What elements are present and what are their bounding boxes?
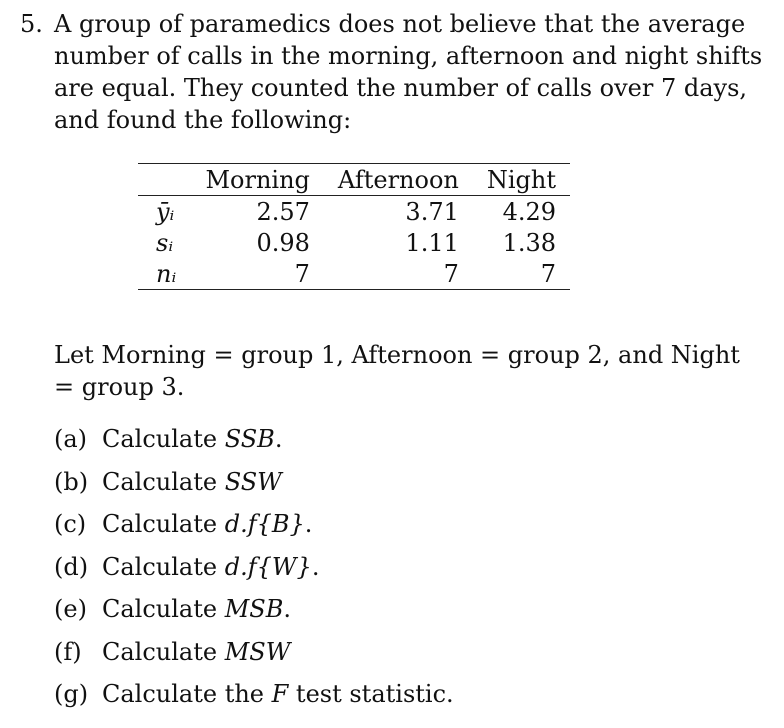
part-math: SSB (224, 425, 275, 453)
part-math: SSW (224, 467, 282, 496)
part-text: Calculate (102, 425, 225, 453)
row-label-sd: sᵢ (156, 228, 174, 257)
column-header-night: Night (486, 165, 556, 194)
group-definition (54, 339, 754, 403)
problem-line: A group of paramedics does not believe that the average (54, 10, 746, 38)
table-cell: 7 (540, 259, 556, 288)
part-text: Calculate (102, 552, 225, 581)
part-text: Calculate (102, 637, 225, 666)
problem-line: are equal. They counted the number of calls over 7 days, (54, 74, 748, 102)
part-label: (g) (54, 680, 89, 708)
group-definition-line: Let Morning = group 1, Afternoon = group 2, and Night (54, 341, 740, 369)
part-suffix: . (304, 510, 313, 538)
column-header-afternoon: Afternoon (337, 165, 459, 194)
part-math: d.f{B} (224, 510, 305, 538)
part-suffix: . (274, 425, 283, 453)
problem-number: 5. (20, 10, 43, 38)
table-row-sd (138, 227, 570, 258)
question-part-a (54, 423, 454, 466)
table-cell: 1.11 (405, 228, 459, 257)
part-label: (b) (54, 467, 89, 496)
row-label-mean: ȳᵢ (156, 197, 175, 226)
table-row-n (138, 258, 570, 290)
table-cell: 4.29 (502, 197, 556, 226)
table-cell: 2.57 (256, 197, 310, 226)
part-math: F (271, 680, 289, 708)
column-header-morning: Morning (205, 165, 310, 194)
table-cell: 7 (443, 259, 459, 288)
part-text: Calculate (102, 595, 225, 623)
table-stub-header (138, 164, 191, 196)
table-cell: 0.98 (256, 228, 310, 257)
part-suffix: . (283, 595, 292, 623)
part-math: d.f{W} (224, 552, 312, 581)
part-text: Calculate the (102, 680, 272, 708)
question-part-g (54, 678, 454, 721)
row-label-n: nᵢ (156, 259, 177, 288)
problem-statement (54, 8, 763, 136)
table-cell: 1.38 (502, 228, 556, 257)
part-text: Calculate (102, 467, 225, 496)
question-part-b (54, 466, 454, 509)
question-parts (54, 423, 454, 721)
part-math: MSW (224, 637, 291, 666)
part-label: (d) (54, 552, 89, 581)
table-cell: 3.71 (405, 197, 459, 226)
problem-line: and found the following: (54, 106, 352, 134)
part-suffix: . (311, 552, 320, 581)
summary-statistics-table (138, 163, 570, 290)
question-part-e (54, 593, 454, 636)
question-part-c (54, 508, 454, 551)
table-row-mean (138, 196, 570, 228)
part-label: (f) (54, 637, 82, 666)
problem-line: number of calls in the morning, afternoon and night shifts (54, 42, 763, 70)
part-label: (e) (54, 595, 87, 623)
question-part-d (54, 551, 454, 594)
group-definition-line: = group 3. (54, 373, 185, 401)
part-label: (c) (54, 510, 87, 538)
table-header-row (138, 164, 570, 196)
part-suffix: test statistic. (288, 680, 454, 708)
question-part-f (54, 636, 454, 679)
part-math: MSB (224, 595, 284, 623)
part-label: (a) (54, 425, 88, 453)
table-cell: 7 (294, 259, 310, 288)
part-text: Calculate (102, 510, 225, 538)
